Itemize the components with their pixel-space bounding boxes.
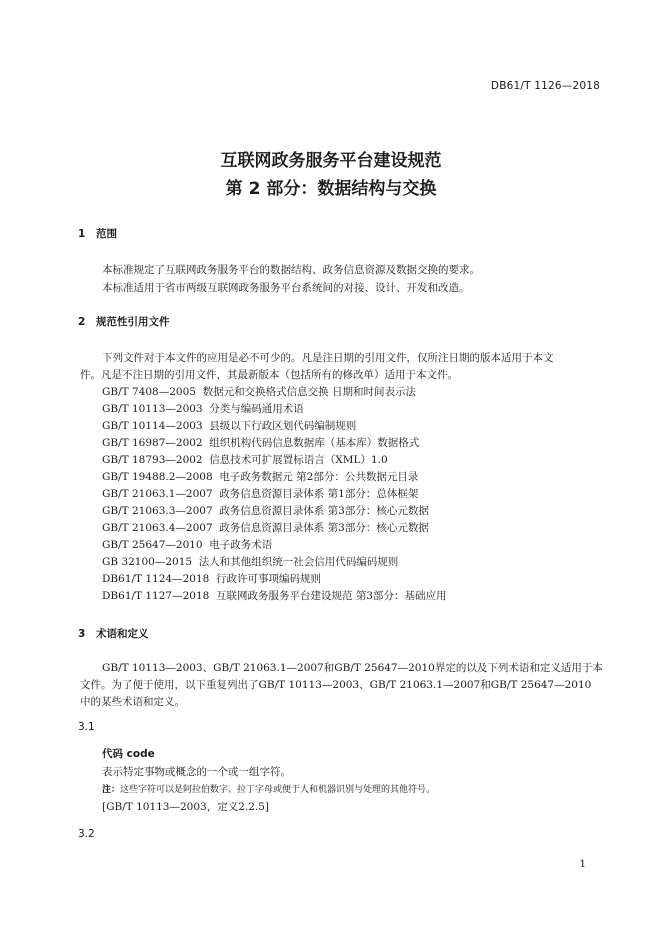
reference-code: GB 32100—2015 [102, 556, 193, 568]
paragraph: 本标准适用于省市两级互联网政务服务平台系统间的对接、设计、开发和改造。 [102, 282, 470, 294]
reference-code: GB/T 25647—2010 [102, 539, 203, 551]
reference-title: 互联网政务服务平台建设规范 第3部分：基础应用 [216, 590, 447, 602]
reference-code: GB/T 16987—2002 [102, 437, 203, 449]
note-text: 这些字符可以是阿拉伯数字、拉丁字母或便于人和机器识别与处理的其他符号。 [120, 785, 436, 795]
reference-item [102, 520, 429, 535]
reference-title: 法人和其他组织统一社会信用代码编码规则 [198, 556, 399, 568]
reference-item [102, 503, 429, 518]
section-number: 2 [78, 316, 86, 328]
document-subtitle: 第 2 部分：数据结构与交换 [225, 179, 437, 199]
section-heading-normative-references [78, 314, 170, 329]
section-number: 1 [78, 228, 86, 240]
reference-item [102, 571, 321, 586]
clause-number: 3.1 [78, 721, 95, 733]
reference-title: 电子政务数据元 第2部分：公共数据元目录 [219, 471, 419, 483]
reference-title: 政务信息资源目录体系 第1部分：总体框架 [219, 488, 419, 500]
reference-item [102, 452, 388, 467]
reference-item [102, 537, 272, 552]
reference-title: 电子政务术语 [209, 539, 273, 551]
section-title: 规范性引用文件 [96, 316, 170, 328]
reference-code: GB/T 10114—2003 [102, 420, 203, 432]
reference-item [102, 418, 356, 433]
paragraph: GB/T 10113—2003、GB/T 21063.1—2007和GB/T 25647—2010界定的以及下列术语和定义适用于本 [102, 662, 603, 674]
reference-item [102, 588, 447, 603]
reference-item [102, 384, 416, 399]
clause-number: 3.2 [78, 828, 95, 840]
reference-title: 县级以下行政区划代码编制规则 [209, 420, 357, 432]
document-title: 互联网政务服务平台建设规范 [220, 151, 442, 171]
reference-code: DB61/T 1124—2018 [102, 573, 210, 585]
reference-title: 政务信息资源目录体系 第3部分：核心元数据 [219, 522, 429, 534]
term-heading: 代码 code [102, 748, 155, 760]
reference-item [102, 401, 304, 416]
reference-item [102, 486, 418, 501]
reference-code: DB61/T 1127—2018 [102, 590, 210, 602]
reference-title: 政务信息资源目录体系 第3部分：核心元数据 [219, 505, 429, 517]
paragraph: 下列文件对于本文件的应用是必不可少的。凡是注日期的引用文件，仅所注日期的版本适用于本文 [102, 352, 554, 364]
note-label: 注： [102, 785, 121, 795]
reference-code: GB/T 18793—2002 [102, 454, 203, 466]
term-source: [GB/T 10113—2003，定义2.2.5] [102, 801, 270, 813]
reference-item [102, 554, 398, 569]
paragraph: 件。凡是不注日期的引用文件，其最新版本（包括所有的修改单）适用于本文件。 [80, 369, 458, 381]
reference-item [102, 435, 419, 450]
paragraph: 本标准规定了互联网政务服务平台的数据结构、政务信息资源及数据交换的要求。 [102, 264, 480, 276]
reference-title: 数据元和交换格式信息交换 日期和时间表示法 [202, 386, 416, 398]
page-number: 1 [579, 858, 586, 870]
reference-title: 信息技术可扩展置标语言（XML）1.0 [209, 454, 388, 466]
section-heading-terms-definitions [78, 626, 149, 641]
reference-code: GB/T 10113—2003 [102, 403, 203, 415]
reference-code: GB/T 7408—2005 [102, 386, 196, 398]
section-title: 术语和定义 [96, 628, 149, 640]
term-definition: 表示特定事物或概念的一个或一组字符。 [102, 766, 291, 778]
reference-code: GB/T 21063.4—2007 [102, 522, 213, 534]
reference-item [102, 469, 418, 484]
reference-code: GB/T 19488.2—2008 [102, 471, 213, 483]
term-note [102, 782, 435, 795]
reference-code: GB/T 21063.1—2007 [102, 488, 213, 500]
reference-code: GB/T 21063.3—2007 [102, 505, 213, 517]
reference-title: 组织机构代码信息数据库（基本库）数据格式 [209, 437, 420, 449]
paragraph: 文件。为了便于使用，以下重复列出了GB/T 10113—2003、GB/T 21063.1—2007和GB/T 25647—2010 [80, 679, 592, 691]
reference-title: 行政许可事项编码规则 [216, 573, 322, 585]
reference-title: 分类与编码通用术语 [209, 403, 304, 415]
standard-code: DB61/T 1126—2018 [490, 80, 600, 92]
section-heading-scope [78, 226, 117, 241]
section-title: 范围 [96, 228, 117, 240]
paragraph: 中的某些术语和定义。 [80, 696, 185, 708]
section-number: 3 [78, 628, 86, 640]
